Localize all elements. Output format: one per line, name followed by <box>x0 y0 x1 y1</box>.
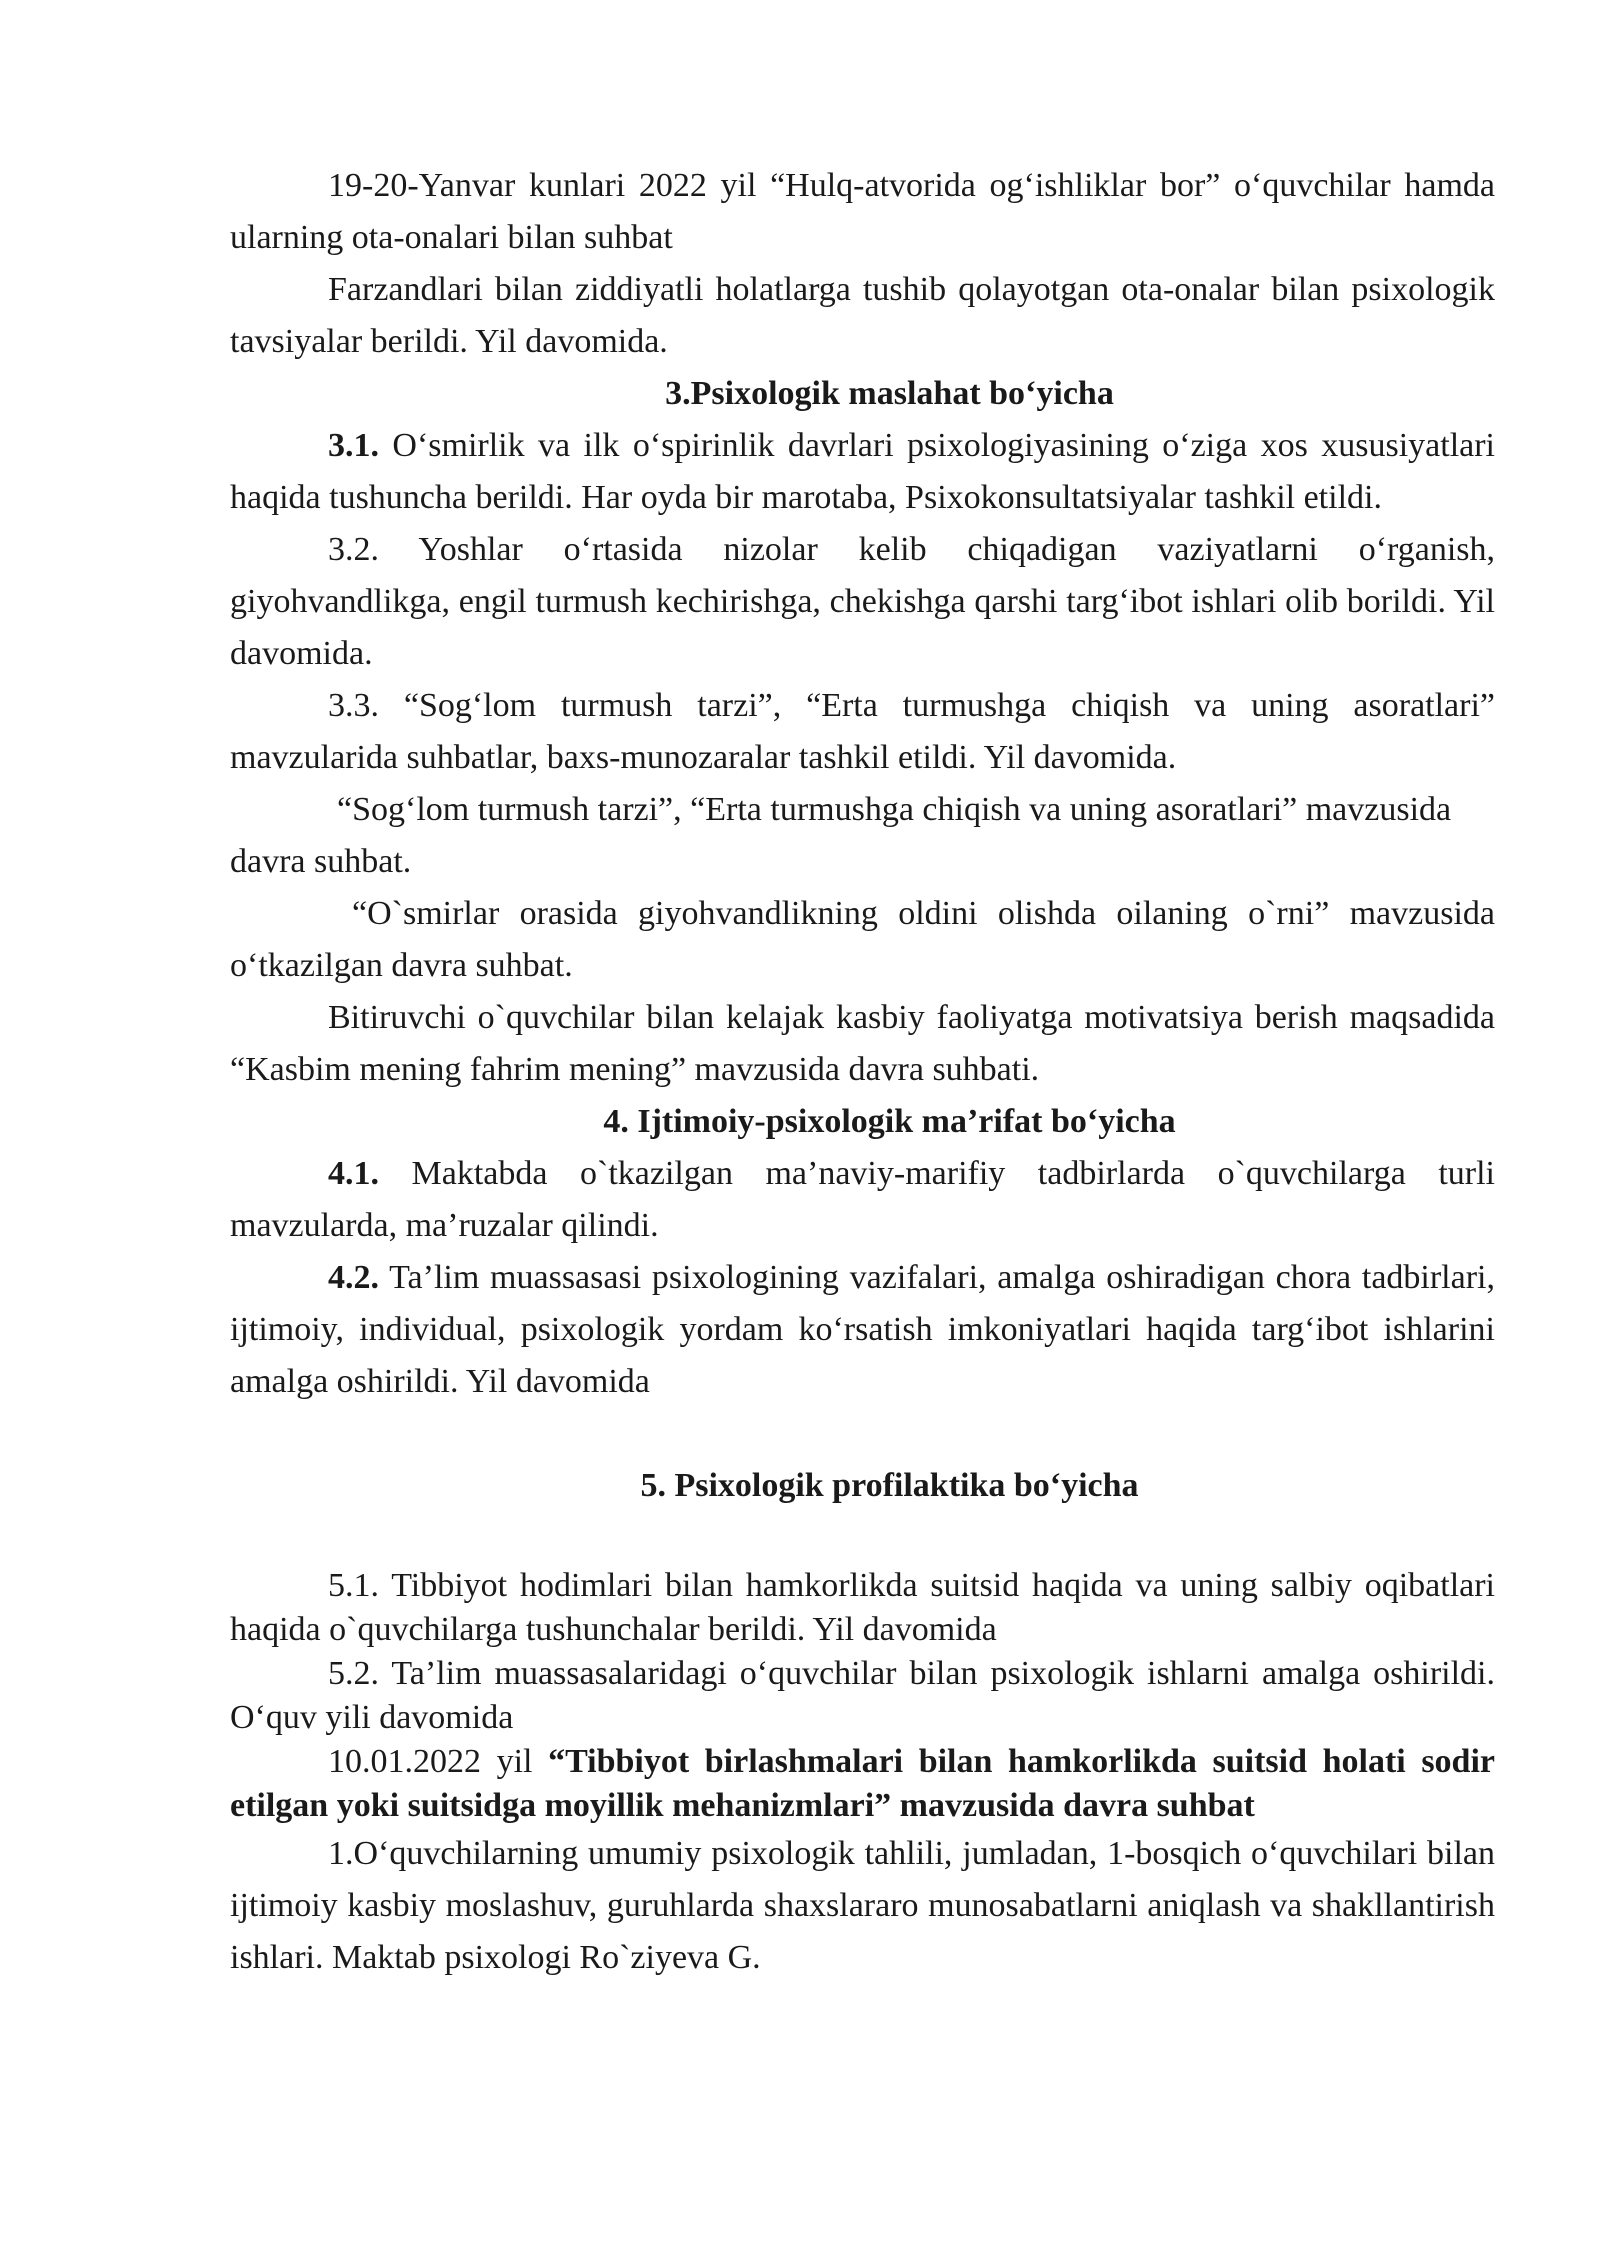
item-text-4-2: Ta’lim muassasasi psixologining vazifalari, amalga oshiradigan chora tadbirlari, ijtimoiy, individual, psixologik yordam ko‘rsatish imkoniyatlari haqida targ‘ibot ishlarini amalga oshirildi. Yil davomida <box>230 1259 1495 1400</box>
heading-section-5: 5. Psixologik profilaktika bo‘yicha <box>640 1467 1139 1504</box>
paragraph-davra-suhbat <box>230 1740 1495 1828</box>
date-text: 10.01.2022 yil <box>328 1743 549 1780</box>
paragraph-3-2: 3.2. Yoshlar o‘rtasida nizolar kelib chiqadigan vaziyatlarni o‘rganish, giyohvandlikga, engil turmush kechirishga, chekishga qarshi targ‘ibot ishlari olib borildi. Yil davomida. <box>230 531 1495 672</box>
paragraph-3-3: 3.3. “Sog‘lom turmush tarzi”, “Erta turmushga chiqish va uning asoratlari” mavzularida suhbatlar, baxs-munozaralar tashkil etildi. Yil davomida. <box>230 687 1495 776</box>
paragraph-drug-prevention: “O`smirlar orasida giyohvandlikning oldini olishda oilaning o`rni” mavzusida o‘tkazilgan davra suhbat. <box>230 895 1495 984</box>
paragraph-psychological-analysis: 1.O‘quvchilarning umumiy psixologik tahlili, jumladan, 1-bosqich o‘quvchilari bilan ijtimoiy kasbiy moslashuv, guruhlarda shaxslararo munosabatlarni aniqlash va shakllantirish ishlari. Maktab psixologi Ro`ziyeva G. <box>230 1835 1495 1976</box>
paragraph-graduates-motivation: Bitiruvchi o`quvchilar bilan kelajak kasbiy faoliyatga motivatsiya berish maqsadida “Kasbim mening fahrim mening” mavzusida davra suhbati. <box>230 999 1495 1088</box>
paragraph-parents-advice: Farzandlari bilan ziddiyatli holatlarga tushib qolayotgan ota-onalar bilan psixologik tavsiyalar berildi. Yil davomida. <box>230 271 1495 360</box>
paragraph-5-2: 5.2. Ta’lim muassasalaridagi o‘quvchilar bilan psixologik ishlarni amalga oshirildi. O‘quv yili davomida <box>230 1655 1495 1736</box>
item-number-3-1: 3.1. <box>328 427 379 464</box>
paragraph-4-2 <box>230 1252 1495 1408</box>
paragraph-january-meeting: 19-20-Yanvar kunlari 2022 yil “Hulq-atvorida og‘ishliklar bor” o‘quvchilar hamda ularning ota-onalari bilan suhbat <box>230 167 1495 256</box>
heading-section-4: 4. Ijtimoiy-psixologik ma’rifat bo‘yicha <box>603 1103 1176 1140</box>
paragraph-4-1 <box>230 1148 1495 1252</box>
paragraph-3-1 <box>230 420 1495 524</box>
heading-section-3: 3.Psixologik maslahat bo‘yicha <box>665 375 1114 412</box>
paragraph-healthy-lifestyle: “Sog‘lom turmush tarzi”, “Erta turmushga chiqish va uning asoratlari” mavzusida davra suhbat. <box>230 791 1452 880</box>
item-number-4-2: 4.2. <box>328 1259 379 1296</box>
document-page <box>230 160 1495 1984</box>
item-text-4-1: Maktabda o`tkazilgan ma’naviy-marifiy tadbirlarda o`quvchilarga turli mavzularda, ma’ruzalar qilindi. <box>230 1155 1495 1244</box>
paragraph-5-1: 5.1. Tibbiyot hodimlari bilan hamkorlikda suitsid haqida va uning salbiy oqibatlari haqida o`quvchilarga tushunchalar berildi. Yil davomida <box>230 1567 1495 1648</box>
item-number-4-1: 4.1. <box>328 1155 379 1192</box>
event-title: “Tibbiyot birlashmalari bilan hamkorlikda suitsid holati sodir etilgan yoki suitsidga moyillik mehanizmlari” mavzusida davra suhbat <box>230 1743 1495 1824</box>
item-text-3-1: O‘smirlik va ilk o‘spirinlik davrlari psixologiyasining o‘ziga xos xususiyatlari haqida tushuncha berildi. Har oyda bir marotaba, Psixokonsultatsiyalar tashkil etildi. <box>230 427 1495 516</box>
